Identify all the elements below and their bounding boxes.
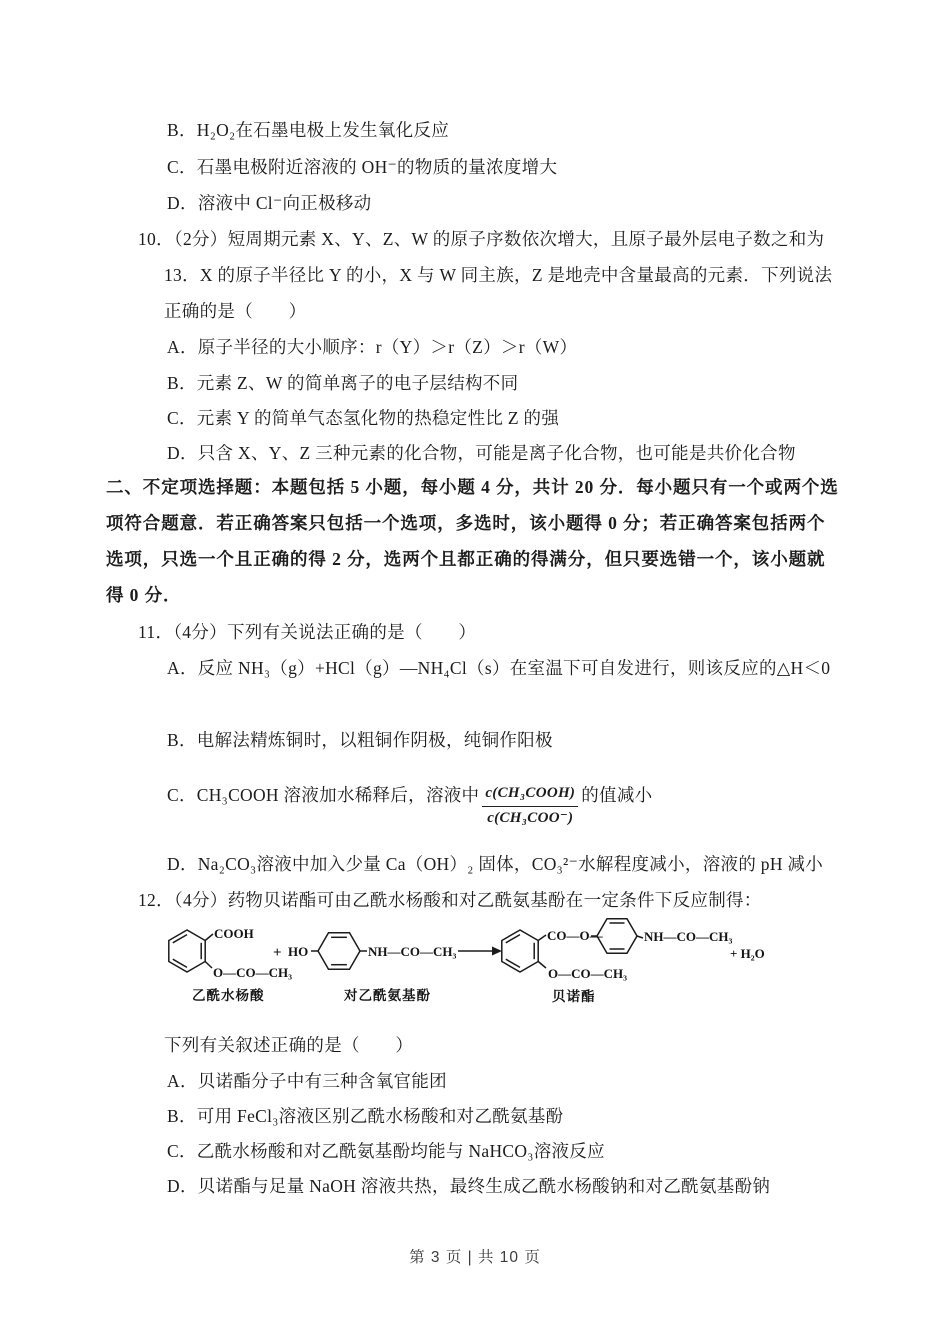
q10-stem-line3: 正确的是（ ） [164,301,307,321]
hydroxy-group-label: HO [288,944,309,959]
aspirin-name-label: 乙酰水杨酸 [192,988,265,1003]
benorilate-name-label: 贝诺酯 [552,989,596,1004]
q10-stem-line2: 13．X 的原子半径比 Y 的小，X 与 W 同主族，Z 是地壳中含量最高的元素．下列说法 [164,265,833,285]
q11-option-a: A．反应 NH₃（g）+HCl（g）—NH₄Cl（s）在室温下可自发进行，则该反应的△H＜0 [167,658,831,678]
q9-option-b: B．H₂O₂在石墨电极上发生氧化反应 [167,120,450,140]
section2-line1: 二、不定项选择题：本题包括 5 小题，每小题 4 分，共计 20 分．每小题只有一个或两个选 [106,477,839,497]
product-amide-chain-label: NH—CO—CH₃ [644,929,733,944]
arrowhead [492,947,502,956]
benzene-ring-aspirin [169,930,205,972]
product-acetoxy-group-label: O—CO—CH₃ [548,966,628,981]
water-byproduct-label: + H₂O [730,946,765,961]
concentration-fraction [482,783,578,830]
q11-option-b: B．电解法精炼铜时，以粗铜作阴极，纯铜作阳极 [167,730,553,750]
q10-option-c: C．元素 Y 的简单气态氢化物的热稳定性比 Z 的强 [167,408,560,428]
q9-option-d: D．溶液中 Cl⁻向正极移动 [167,193,372,213]
benzene-ring-benorilate-1 [502,930,538,972]
q11-stem: 11．（4分）下列有关说法正确的是（ ） [138,622,477,642]
q12-question-line: 下列有关叙述正确的是（ ） [164,1035,414,1055]
section2-line4: 得 0 分． [106,585,182,605]
page-number: 第 3 页 | 共 10 页 [409,1249,541,1266]
bond [538,935,546,941]
paracetamol-name-label: 对乙酰氨基酚 [344,988,431,1003]
q12-option-a: A．贝诺酯分子中有三种含氧官能团 [167,1071,447,1091]
q10-stem-line1: 10．（2分）短周期元素 X、Y、Z、W 的原子序数依次增大，且原子最外层电子数之和为 [138,229,825,249]
fraction-denominator: c(CH₃COO⁻) [487,809,574,826]
q11-option-c [167,783,652,830]
q12-stem: 12．（4分）药物贝诺酯可由乙酰水杨酸和对乙酰氨基酚在一定条件下反应制得： [138,890,762,910]
reaction-diagram [140,910,800,1010]
q10-option-b: B．元素 Z、W 的简单离子的电子层结构不同 [167,373,519,393]
bond [637,936,643,938]
section2-line3: 选项，只选一个且正确的得 2 分，选两个且都正确的得满分，但只要选错一个，该小题就 [106,549,826,569]
amide-chain-label: NH—CO—CH₃ [368,944,457,959]
q11-option-d: D．Na₂CO₃溶液中加入少量 Ca（OH）₂ 固体，CO₃²⁻水解程度减小，溶液的 pH 减小 [167,854,824,874]
q11-option-c-suffix: 的值减小 [581,785,653,805]
q9-option-c: C．石墨电极附近溶液的 OH⁻的物质的量浓度增大 [167,157,558,177]
benzene-ring-benorilate-2 [597,919,637,954]
bond [205,962,212,969]
benzene-ring-paracetamol [318,933,360,969]
bond [205,934,213,941]
cooh-group-label: COOH [214,926,254,941]
q10-option-d: D．只含 X、Y、Z 三种元素的化合物，可能是离子化合物，也可能是共价化合物 [167,443,796,463]
q12-option-d: D．贝诺酯与足量 NaOH 溶液共热，最终生成乙酰水杨酸钠和对乙酰氨基酚钠 [167,1176,771,1196]
fraction-numerator: c(CH₃COOH) [482,783,578,807]
q12-option-c: C．乙酰水杨酸和对乙酰氨基酚均能与 NaHCO₃溶液反应 [167,1141,605,1161]
q12-option-b: B．可用 FeCl₃溶液区别乙酰水杨酸和对乙酰氨基酚 [167,1106,564,1126]
section2-line2: 项符合题意．若正确答案只包括一个选项，多选时，该小题得 0 分；若正确答案包括两个 [106,513,826,533]
plus-sign: + [273,945,282,961]
bond [538,962,546,969]
q10-option-a: A．原子半径的大小顺序：r（Y）＞r（Z）＞r（W） [167,337,578,357]
acetoxy-group-label: O—CO—CH₃ [213,965,293,980]
ester-link-label: CO—O— [547,928,603,943]
q11-option-c-prefix: C．CH₃COOH 溶液加水稀释后，溶液中 [167,785,480,805]
